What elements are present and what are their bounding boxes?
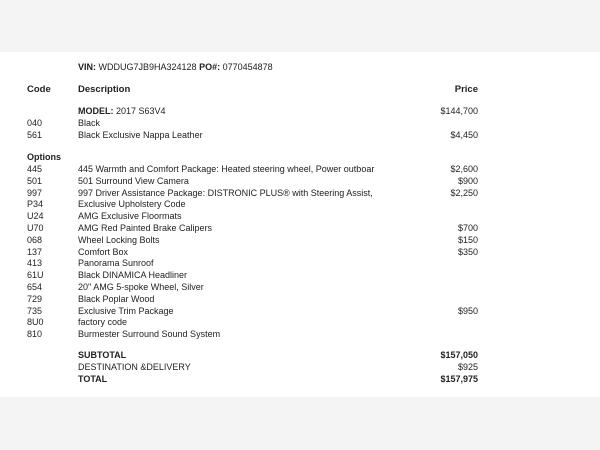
line-item-code: 729 <box>27 293 43 304</box>
model-line <box>78 106 166 117</box>
line-item-code: 068 <box>27 234 43 245</box>
line-item-code: 413 <box>27 258 43 269</box>
line-item-description: Panorama Sunroof <box>78 258 154 269</box>
line-item-description: 501 Surround View Camera <box>78 175 189 186</box>
column-header-price: Price <box>454 84 478 95</box>
line-item-price: $950 <box>457 305 478 316</box>
line-item-price: $700 <box>457 223 478 233</box>
line-item-description: AMG Exclusive Floormats <box>78 211 182 222</box>
line-item-description: Black Exclusive Nappa Leather <box>78 129 203 140</box>
line-item-code: 445 <box>27 164 43 174</box>
line-item-price: $2,250 <box>450 187 478 198</box>
model-value: 2017 S63V4 <box>116 106 166 116</box>
line-item-description: Comfort Box <box>78 246 129 257</box>
line-item-code: 561 <box>27 129 43 140</box>
line-item-code: 61U <box>27 270 44 281</box>
line-item-description: Exclusive Upholstery Code <box>78 199 186 210</box>
line-item-price: $900 <box>457 175 478 186</box>
line-item-code: 8U0 <box>27 317 44 328</box>
subtotal-label: SUBTOTAL <box>78 350 127 360</box>
line-item-description: Burmester Surround Sound System <box>78 329 221 340</box>
line-item-description: 20" AMG 5-spoke Wheel, Silver <box>78 282 204 292</box>
vin-value: WDDUG7JB9HA324128 <box>98 62 197 72</box>
subtotal-value: $157,050 <box>440 350 478 360</box>
line-item-description: Exclusive Trim Package <box>78 305 174 316</box>
line-item-code: 810 <box>27 329 43 340</box>
line-item-code: 997 <box>27 187 43 198</box>
window-sticker-sheet <box>0 52 600 397</box>
model-price: $144,700 <box>440 106 478 116</box>
line-item-description: Black <box>78 118 101 128</box>
vin-line <box>78 62 273 73</box>
line-item-price: $2,600 <box>450 164 478 174</box>
model-label: MODEL: <box>78 106 114 116</box>
line-item-code: 040 <box>27 118 43 128</box>
line-item-code: 654 <box>27 282 43 292</box>
total-label: TOTAL <box>78 374 108 384</box>
line-item-code: 137 <box>27 246 43 257</box>
destination-label: DESTINATION &DELIVERY <box>78 362 191 372</box>
column-header-description: Description <box>78 84 131 95</box>
line-item-description: AMG Red Painted Brake Calipers <box>78 223 213 233</box>
line-item-description: factory code <box>78 317 128 328</box>
po-value: 0770454878 <box>222 62 273 72</box>
line-item-price: $350 <box>457 246 478 257</box>
line-item-price: $4,450 <box>450 129 478 140</box>
options-heading: Options <box>27 152 61 162</box>
line-item-code: 501 <box>27 175 43 186</box>
line-item-description: Black Poplar Wood <box>78 293 155 304</box>
line-item-code: 735 <box>27 305 43 316</box>
column-header-code: Code <box>27 84 51 95</box>
line-item-code: P34 <box>27 199 44 210</box>
po-label: PO#: <box>199 62 221 72</box>
total-value: $157,975 <box>440 374 478 384</box>
line-item-description: 445 Warmth and Comfort Package: Heated steering wheel, Power outboar <box>78 164 375 174</box>
line-item-description: Black DINAMICA Headliner <box>78 270 188 281</box>
line-item-code: U24 <box>27 211 44 222</box>
destination-value: $925 <box>457 362 478 372</box>
vin-label: VIN: <box>78 62 96 72</box>
line-item-description: 997 Driver Assistance Package: DISTRONIC PLUS® with Steering Assist, <box>78 187 373 198</box>
line-item-price: $150 <box>457 234 478 245</box>
line-item-description: Wheel Locking Bolts <box>78 234 160 245</box>
line-item-code: U70 <box>27 223 44 233</box>
